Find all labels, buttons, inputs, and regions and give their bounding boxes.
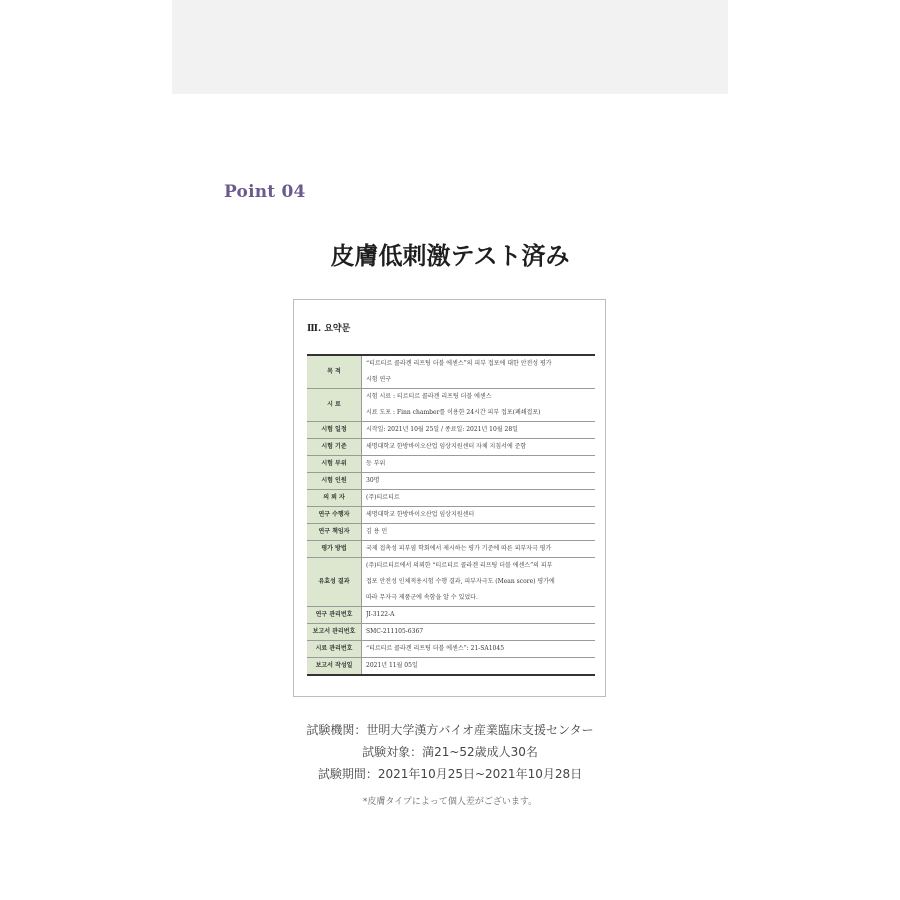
table-row	[307, 473, 595, 490]
row-key: 연구 관리번호	[307, 607, 362, 624]
row-value	[362, 473, 596, 490]
row-value	[362, 641, 596, 658]
row-value	[362, 507, 596, 524]
row-value	[362, 490, 596, 507]
row-value-line: 30명	[366, 477, 380, 484]
row-value-line: 시험 연구	[366, 376, 392, 383]
disclaimer-note: *皮膚タイプによって個人差がございます。	[362, 797, 538, 807]
row-value-line: 세명대학교 한방바이오산업 임상지원센터 자체 지침서에 준함	[366, 443, 527, 450]
summary-table	[307, 354, 595, 676]
row-key: 목 적	[307, 355, 362, 389]
row-value	[362, 456, 596, 473]
table-row	[307, 524, 595, 541]
table-row	[307, 607, 595, 624]
row-key: 보고서 작성일	[307, 658, 362, 676]
row-key: 시험 인원	[307, 473, 362, 490]
row-key: 평가 방법	[307, 541, 362, 558]
row-value	[362, 658, 596, 676]
row-value-line: (주)티르티르	[366, 494, 400, 501]
table-row	[307, 490, 595, 507]
row-key: 연구 책임자	[307, 524, 362, 541]
row-value	[362, 558, 596, 607]
table-row	[307, 507, 595, 524]
row-key: 시험 부위	[307, 456, 362, 473]
table-row	[307, 456, 595, 473]
row-value-line: 2021년 11월 05일	[366, 662, 418, 669]
row-key: 시험 일정	[307, 422, 362, 439]
row-value-line: 김 용 민	[366, 528, 388, 535]
row-value-line: JI-3122-A	[366, 611, 395, 618]
table-row	[307, 624, 595, 641]
table-row	[307, 389, 595, 422]
table-row	[307, 558, 595, 607]
row-value-line: 시료 도포 : Finn chamber를 이용한 24시간 피부 접포(폐쇄접포)	[366, 409, 541, 416]
row-value-line: “티르티르 콜라겐 리프팅 더블 에센스”: 21-SA1045	[366, 645, 505, 652]
row-key: 유효성 결과	[307, 558, 362, 607]
row-value	[362, 607, 596, 624]
row-value-line: SMC-211105-6367	[366, 628, 424, 635]
table-row	[307, 439, 595, 456]
row-key: 시료 관리번호	[307, 641, 362, 658]
row-value	[362, 439, 596, 456]
test-institution: 試験機関：世明大学漢方バイオ産業臨床支援センター	[306, 723, 594, 737]
row-value	[362, 541, 596, 558]
row-value	[362, 389, 596, 422]
test-subjects: 試験対象：満21~52歳成人30名	[362, 745, 538, 759]
point-label: Point 04	[224, 182, 306, 202]
row-value-line: “티르티르 콜라겐 리프팅 더블 에센스”의 피부 접포에 대한 안전성 평가	[366, 360, 552, 367]
row-value	[362, 524, 596, 541]
test-period: 試験期間：2021年10月25日~2021年10月28日	[317, 767, 583, 781]
table-row	[307, 641, 595, 658]
top-banner-placeholder	[172, 0, 728, 94]
row-value-line: 접포 안전성 인체적용시험 수행 결과, 피부자극도 (Mean score) 평가에	[366, 578, 555, 585]
test-report-document	[293, 299, 606, 697]
row-value	[362, 624, 596, 641]
row-key: 시험 기준	[307, 439, 362, 456]
row-value-line: 따라 무자극 제품군에 속함을 알 수 있었다.	[366, 594, 478, 601]
row-value	[362, 422, 596, 439]
row-key: 시 료	[307, 389, 362, 422]
document-heading: Ⅲ. 요약문	[307, 324, 351, 334]
row-value-line: 세명대학교 한방바이오산업 임상지원센터	[366, 511, 475, 518]
row-value-line: 등 부위	[366, 460, 386, 467]
row-key: 의 뢰 자	[307, 490, 362, 507]
table-row	[307, 541, 595, 558]
row-value-line: 시작일: 2021년 10월 25일 / 종료일: 2021년 10월 28일	[366, 426, 518, 433]
row-value-line: (주)티르티르에서 의뢰한 “티르티르 콜라겐 리프팅 더블 에센스”의 피부	[366, 562, 553, 569]
row-value-line: 시험 시료 : 티르티르 콜라겐 리프팅 더블 에센스	[366, 393, 492, 400]
table-row	[307, 422, 595, 439]
table-row	[307, 658, 595, 676]
page-title: 皮膚低刺激テスト済み	[330, 242, 570, 270]
table-row	[307, 355, 595, 389]
row-key: 연구 수행자	[307, 507, 362, 524]
row-key: 보고서 관리번호	[307, 624, 362, 641]
row-value	[362, 355, 596, 389]
row-value-line: 국제 접촉성 피부염 학회에서 제시하는 평가 기준에 따른 피부자극 평가	[366, 545, 552, 552]
